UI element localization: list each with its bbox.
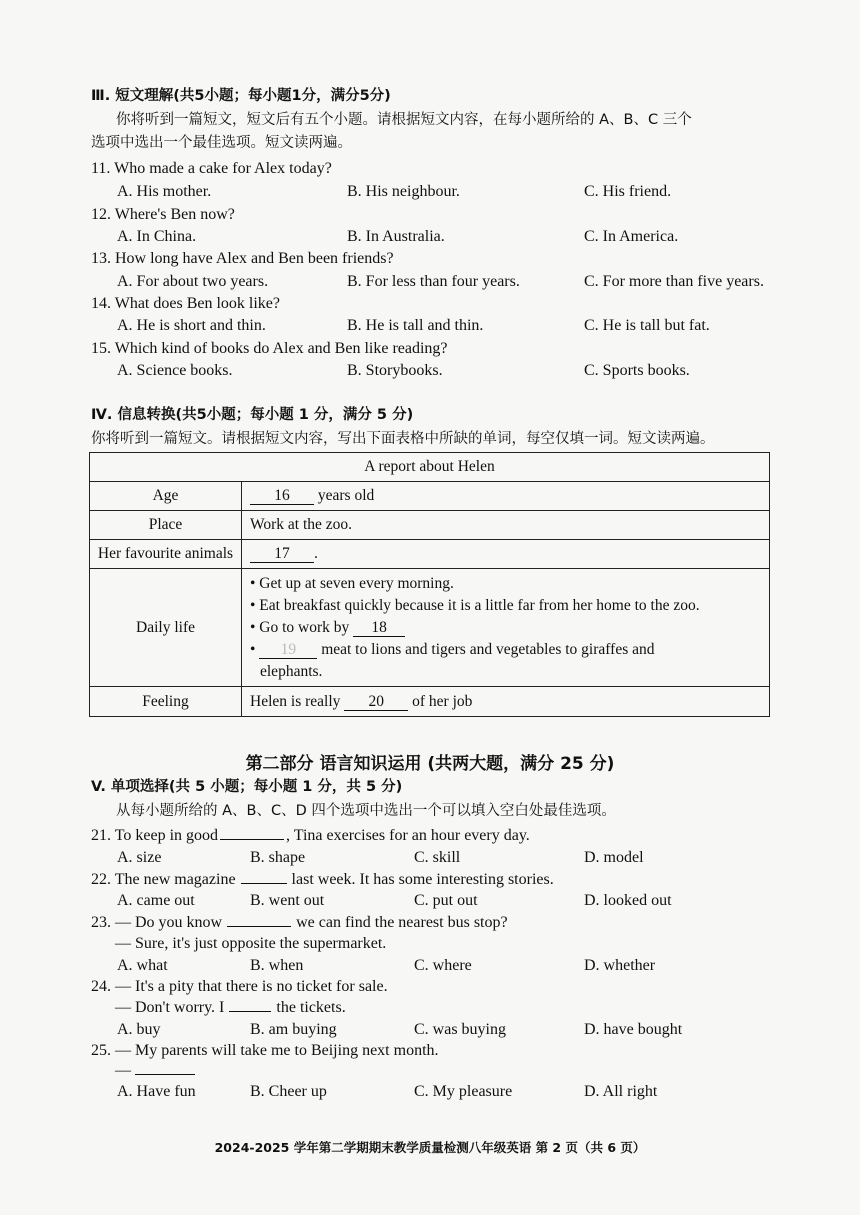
table-row: Feeling Helen is really 20 of her job — [90, 687, 770, 717]
part-2-title: 第二部分 语言知识运用 (共两大题，满分 25 分) — [245, 754, 615, 774]
section-4-instruction: 你将听到一篇短文。请根据短文内容，写出下面表格中所缺的单词，每空仅填一词。短文读两遍。 — [91, 431, 715, 447]
report-title: A report about Helen — [90, 453, 770, 482]
q22-option-d: D. looked out — [584, 892, 672, 909]
q25-reply: — — [115, 1061, 195, 1081]
blank-22 — [241, 883, 287, 884]
q15-option-a: A. Science books. — [117, 362, 233, 379]
q13-option-c: C. For more than five years. — [584, 273, 764, 290]
animals-suffix: . — [314, 545, 318, 562]
daily-item-1: • Get up at seven every morning. — [250, 574, 454, 592]
q21-option-a: A. size — [117, 849, 162, 866]
daily-item-4: • 19 meat to lions and tigers and vegetables to giraffes and — [250, 640, 655, 658]
daily-life-label: Daily life — [90, 569, 242, 687]
q14-option-a: A. He is short and thin. — [117, 317, 266, 334]
place-label: Place — [90, 511, 242, 540]
q13-option-b: B. For less than four years. — [347, 273, 520, 290]
q25-option-c: C. My pleasure — [414, 1083, 513, 1100]
question-24: 24. — It's a pity that there is no ticket for sale. — [91, 978, 388, 995]
q12-option-a: A. In China. — [117, 228, 197, 245]
table-row — [90, 540, 770, 569]
q22-option-a: A. came out — [117, 892, 195, 909]
q14-option-b: B. He is tall and thin. — [347, 317, 484, 334]
question-14: 14. What does Ben look like? — [91, 295, 280, 312]
age-label: Age — [90, 482, 242, 511]
blank-19: 19 — [259, 641, 317, 659]
q22-option-c: C. put out — [414, 892, 478, 909]
daily-item-3: • Go to work by 18 — [250, 617, 761, 639]
daily-item-2: • Eat breakfast quickly because it is a little far from her home to the zoo. — [250, 596, 700, 614]
section-3-heading: Ⅲ. 短文理解(共5小题；每小题1分，满分5分) — [91, 88, 391, 104]
q23-reply: — Sure, it's just opposite the supermarket. — [115, 935, 387, 952]
age-suffix: years old — [317, 487, 375, 504]
q25-option-a: A. Have fun — [117, 1083, 196, 1100]
q23-option-d: D. whether — [584, 957, 656, 974]
q23-option-c: C. where — [414, 957, 472, 974]
blank-17: 17 — [250, 545, 314, 563]
blank-24 — [229, 1011, 271, 1012]
q21-option-c: C. skill — [414, 849, 461, 866]
animals-label: Her favourite animals — [90, 540, 242, 569]
q25-option-d: D. All right — [584, 1083, 658, 1100]
table-row — [90, 569, 770, 687]
q23-option-b: B. when — [250, 957, 304, 974]
q24-option-c: C. was buying — [414, 1021, 506, 1038]
page-footer: 2024-2025 学年第二学期期末教学质量检测八年级英语 第 2 页（共 6 页） — [214, 1140, 646, 1155]
blank-21 — [220, 839, 284, 840]
q21-option-d: D. model — [584, 849, 644, 866]
blank-18: 18 — [353, 619, 405, 637]
place-value: Work at the zoo. — [242, 511, 770, 540]
question-13: 13. How long have Alex and Ben been friends? — [91, 250, 394, 267]
question-11: 11. Who made a cake for Alex today? — [91, 160, 332, 177]
blank-16: 16 — [250, 487, 314, 505]
q24-reply: — Don't worry. I the tickets. — [115, 999, 346, 1016]
feeling-label: Feeling — [90, 687, 242, 717]
table-row — [90, 482, 770, 511]
question-12: 12. Where's Ben now? — [91, 206, 235, 223]
q13-option-a: A. For about two years. — [117, 273, 269, 290]
daily-item-4-cont: elephants. — [260, 662, 323, 680]
question-21: 21. To keep in good , Tina exercises for an hour every day. — [91, 827, 530, 844]
section-3-instruction-cont: 选项中选出一个最佳选项。短文读两遍。 — [91, 135, 352, 151]
q22-option-b: B. went out — [250, 892, 325, 909]
question-25: 25. — My parents will take me to Beijing next month. — [91, 1042, 439, 1059]
blank-25 — [135, 1074, 195, 1075]
q21-option-b: B. shape — [250, 849, 306, 866]
q15-option-b: B. Storybooks. — [347, 362, 443, 379]
q15-option-c: C. Sports books. — [584, 362, 690, 379]
q24-option-b: B. am buying — [250, 1021, 337, 1038]
q25-option-b: B. Cheer up — [250, 1083, 327, 1100]
section-5-heading: V. 单项选择(共 5 小题；每小题 1 分，共 5 分) — [91, 779, 403, 795]
question-22: 22. The new magazine last week. It has some interesting stories. — [91, 871, 554, 888]
q14-option-c: C. He is tall but fat. — [584, 317, 710, 334]
q11-option-c: C. His friend. — [584, 183, 672, 200]
question-23: 23. — Do you know we can find the nearest bus stop? — [91, 914, 508, 931]
q12-option-c: C. In America. — [584, 228, 679, 245]
q23-option-a: A. what — [117, 957, 168, 974]
q24-option-d: D. have bought — [584, 1021, 683, 1038]
q12-option-b: B. In Australia. — [347, 228, 445, 245]
report-table — [89, 452, 770, 717]
q11-option-a: A. His mother. — [117, 183, 212, 200]
section-3-instruction: 你将听到一篇短文，短文后有五个小题。请根据短文内容，在每小题所给的 A、B、C 三个 — [116, 112, 692, 128]
table-row — [90, 511, 770, 540]
q24-option-a: A. buy — [117, 1021, 161, 1038]
section-4-heading: Ⅳ. 信息转换(共5小题；每小题 1 分，满分 5 分) — [91, 407, 414, 423]
blank-23 — [227, 926, 291, 927]
blank-20: 20 — [344, 693, 408, 711]
question-15: 15. Which kind of books do Alex and Ben like reading? — [91, 340, 448, 357]
q11-option-b: B. His neighbour. — [347, 183, 460, 200]
section-5-instruction: 从每小题所给的 A、B、C、D 四个选项中选出一个可以填入空白处最佳选项。 — [116, 803, 616, 819]
